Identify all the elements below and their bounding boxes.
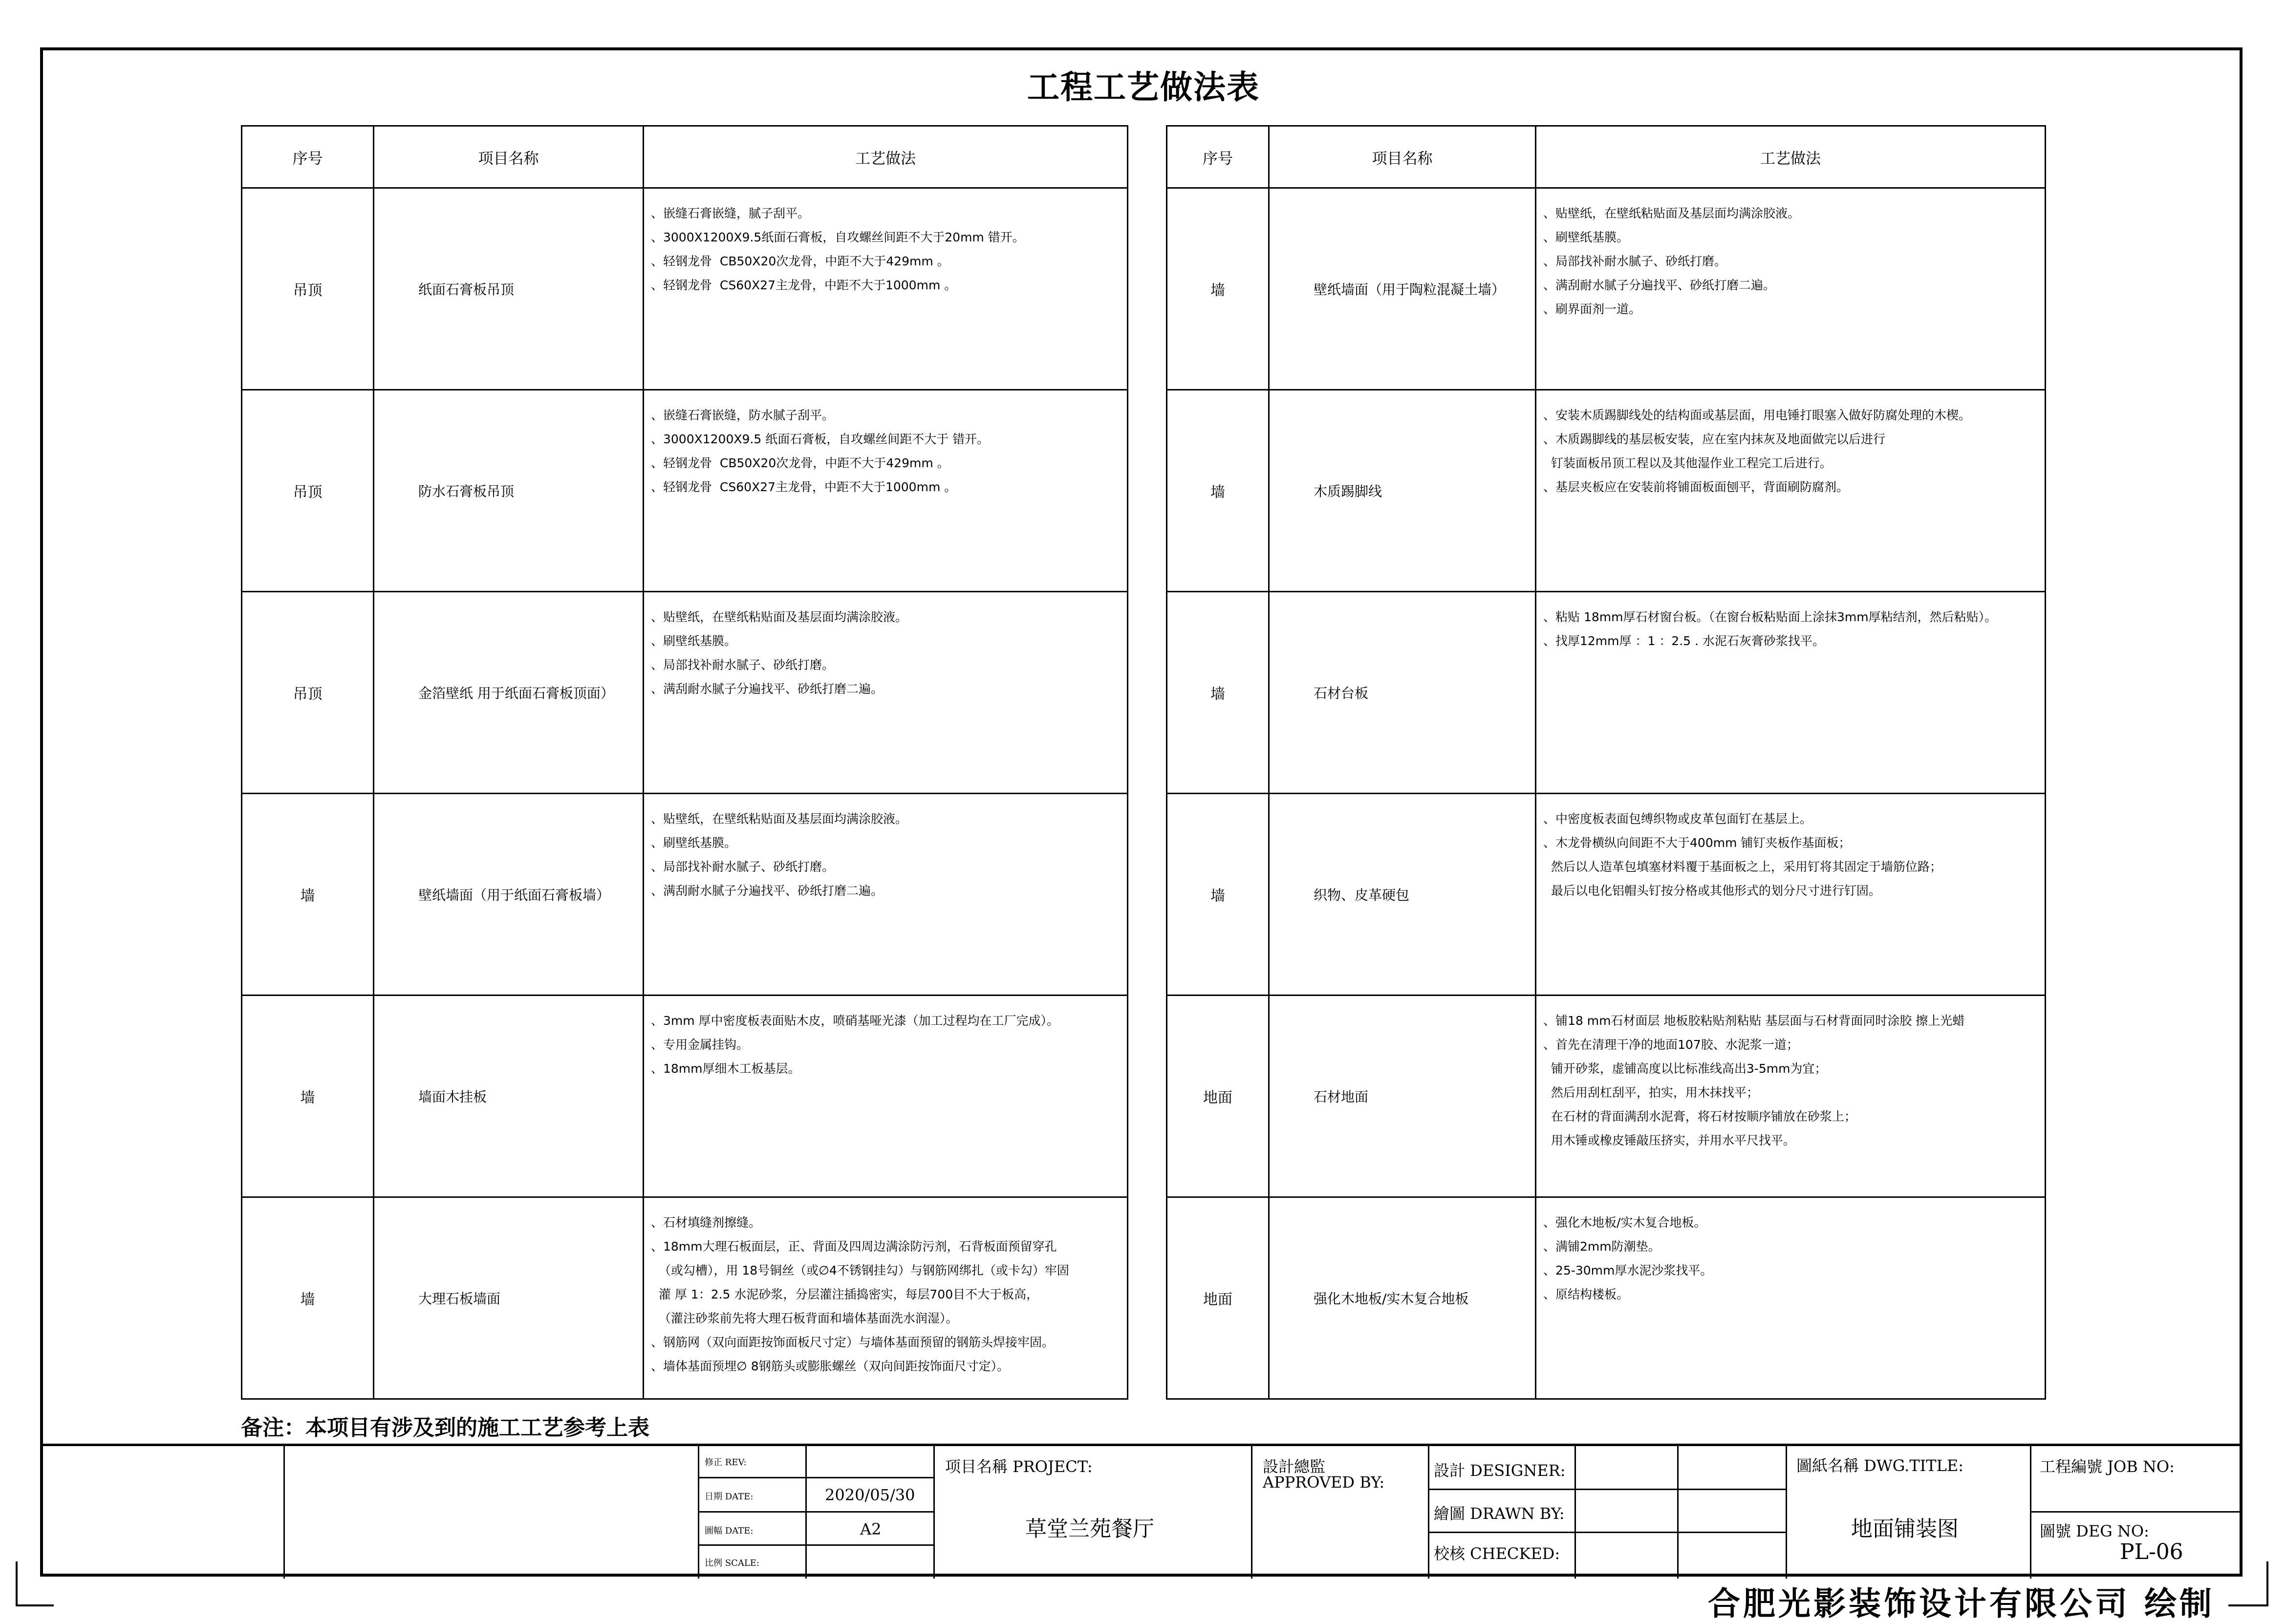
designer-label: 設計 DESIGNER: [1434, 1461, 1566, 1480]
process-step: 、轻钢龙骨 CB50X20次龙骨，中距不大于429mm 。 [651, 254, 949, 268]
process-step: 灌 厚 1：2.5 水泥砂浆，分层灌注插捣密实，每层700目不大于板高， [651, 1287, 1039, 1301]
corner-mark-right [2228, 1561, 2277, 1610]
process-step: 、贴壁纸，在壁纸粘贴面及基层面均满涂胶液。 [1543, 206, 1800, 220]
process-step: 、中密度板表面包缚织物或皮革包面钉在基层上。 [1543, 812, 1812, 826]
row-item-name: 织物、皮革硬包 [1269, 794, 1536, 996]
row-process [1536, 1197, 2046, 1399]
process-step: 、找厚12mm厚 ：1 ：2.5 . 水泥石灰膏砂浆找平。 [1543, 634, 1825, 648]
header-seq: 序号 [1167, 126, 1269, 188]
process-step: 然后以人造革包填塞材料覆于基面板之上，采用钉将其固定于墙筋位路； [1543, 860, 1942, 874]
row-category: 地面 [1167, 996, 1269, 1197]
process-step: 铺开砂浆，虚铺高度以比标准线高出3-5mm为宜； [1543, 1061, 1827, 1076]
process-step: 、贴壁纸，在壁纸粘贴面及基层面均满涂胶液。 [651, 812, 908, 826]
dwg-title: 地面铺装图 [1851, 1516, 1959, 1541]
process-table-left [241, 125, 1128, 1400]
row-process [644, 390, 1128, 592]
table-row [242, 390, 1128, 592]
process-step: 用木锤或橡皮锤敲压挤实，并用水平尺找平。 [1543, 1133, 1795, 1148]
dwg-title-label: 圖紙名稱 DWG.TITLE: [1796, 1456, 1964, 1475]
process-step: 、满刮耐水腻子分遍找平、砂纸打磨二遍。 [651, 682, 884, 696]
process-step: 、满刮耐水腻子分遍找平、砂纸打磨二遍。 [1543, 278, 1776, 292]
row-item-name: 石材台板 [1269, 592, 1536, 794]
row-item-name: 墙面木挂板 [374, 996, 644, 1197]
row-category: 地面 [1167, 1197, 1269, 1399]
row-item-name: 金箔壁纸 用于纸面石膏板顶面） [374, 592, 644, 794]
table-header-row [1167, 126, 2046, 188]
table-row [1167, 390, 2046, 592]
row-category: 墙 [242, 1197, 374, 1399]
corner-mark-left [15, 1561, 59, 1610]
row-category: 墙 [1167, 390, 1269, 592]
process-step: 、贴壁纸，在壁纸粘贴面及基层面均满涂胶液。 [651, 610, 908, 624]
header-name: 项目名称 [374, 126, 644, 188]
row-process [1536, 592, 2046, 794]
title-block [43, 1444, 2240, 1579]
process-step: 、25-30mm厚水泥沙浆找平。 [1543, 1263, 1713, 1278]
process-step: 、钢筋网（双向面距按饰面板尺寸定）与墙体基面预留的钢筋头焊接牢固。 [651, 1335, 1055, 1349]
header-seq: 序号 [242, 126, 374, 188]
table-row [242, 188, 1128, 390]
dwg-no: PL-06 [2120, 1539, 2183, 1564]
project-name: 草堂兰苑餐厅 [1025, 1516, 1154, 1541]
table-row [1167, 1197, 2046, 1399]
process-step: 钉装面板吊顶工程以及其他湿作业工程完工后进行。 [1543, 456, 1832, 470]
process-step: 、3000X1200X9.5纸面石膏板，自攻螺丝间距不大于20mm 错开。 [651, 230, 1025, 244]
checked-label: 校核 CHECKED: [1434, 1544, 1560, 1563]
process-step: 、木质踢脚线的基层板安装，应在室内抹灰及地面做完以后进行 [1543, 432, 1886, 446]
process-step: 、安装木质踢脚线处的结构面或基层面，用电锤打眼塞入做好防腐处理的木楔。 [1543, 408, 1971, 422]
row-process [644, 794, 1128, 996]
process-step: 、基层夹板应在安装前将铺面板面刨平，背面刷防腐剂。 [1543, 480, 1849, 494]
process-step: 、嵌缝石膏嵌缝，防水腻子刮平。 [651, 408, 835, 422]
approved-label-cn: 設計總監 [1263, 1457, 1326, 1476]
header-name: 项目名称 [1269, 126, 1536, 188]
row-process [1536, 996, 2046, 1197]
table-row [1167, 592, 2046, 794]
process-step: 、原结构楼板。 [1543, 1287, 1629, 1301]
table-row [1167, 794, 2046, 996]
process-step: 、嵌缝石膏嵌缝，腻子刮平。 [651, 206, 810, 220]
row-category: 墙 [1167, 794, 1269, 996]
row-item-name: 壁纸墙面（用于纸面石膏板墙） [374, 794, 644, 996]
process-step: 、满刮耐水腻子分遍找平、砂纸打磨二遍。 [651, 884, 884, 898]
process-step: 、专用金属挂钩。 [651, 1038, 749, 1052]
row-process [644, 592, 1128, 794]
row-category: 墙 [1167, 592, 1269, 794]
approved-label-en: APPROVED BY: [1263, 1473, 1385, 1492]
process-step: 、刷壁纸基膜。 [651, 836, 737, 850]
table-row [242, 996, 1128, 1197]
row-item-name: 防水石膏板吊顶 [374, 390, 644, 592]
row-item-name: 木质踢脚线 [1269, 390, 1536, 592]
sheet-title: 工程工艺做法表 [1027, 68, 1260, 106]
process-step: 、3mm 厚中密度板表面贴木皮，喷硝基哑光漆（加工过程均在工厂完成）。 [651, 1014, 1059, 1028]
size-value: A2 [860, 1520, 882, 1538]
row-process [1536, 794, 2046, 996]
process-table-right [1166, 125, 2046, 1400]
row-category: 墙 [242, 996, 374, 1197]
scale-label: 比例 SCALE: [705, 1558, 759, 1568]
row-item-name: 强化木地板/实木复合地板 [1269, 1197, 1536, 1399]
row-category: 吊顶 [242, 390, 374, 592]
process-step: 、刷界面剂一道。 [1543, 302, 1641, 316]
table-header-row [242, 126, 1128, 188]
row-category: 墙 [1167, 188, 1269, 390]
row-category: 吊顶 [242, 592, 374, 794]
table-row [242, 794, 1128, 996]
table-row [1167, 188, 2046, 390]
process-step: 、18mm厚细木工板基层。 [651, 1061, 800, 1076]
process-step: 、满铺2mm防潮垫。 [1543, 1239, 1661, 1254]
process-step: 最后以电化铝帽头钉按分格或其他形式的划分尺寸进行钉固。 [1543, 884, 1881, 898]
process-step: 然后用刮杠刮平，拍实，用木抹找平； [1543, 1085, 1759, 1100]
header-proc: 工艺做法 [1536, 126, 2046, 188]
process-step: 、首先在清理干净的地面107胶、水泥浆一道； [1543, 1038, 1799, 1052]
drawn-label: 繪圖 DRAWN BY: [1434, 1504, 1565, 1523]
process-step: 、局部找补耐水腻子、砂纸打磨。 [1543, 254, 1727, 268]
row-item-name: 壁纸墙面（用于陶粒混凝土墙） [1269, 188, 1536, 390]
process-step: 、强化木地板/实木复合地板。 [1543, 1215, 1706, 1230]
process-step: 、石材填缝剂擦缝。 [651, 1215, 761, 1230]
remark-note: 备注：本项目有涉及到的施工工艺参考上表 [241, 1415, 649, 1440]
process-step: 、粘贴 18mm厚石材窗台板。（在窗台板粘贴面上涂抹3mm厚粘结剂，然后粘贴）。 [1543, 610, 1997, 624]
row-item-name: 石材地面 [1269, 996, 1536, 1197]
row-process [644, 188, 1128, 390]
process-step: 、木龙骨横纵向间距不大于400mm 铺钉夹板作基面板； [1543, 836, 1851, 850]
process-step: 、轻钢龙骨 CS60X27主龙骨，中距不大于1000mm 。 [651, 278, 957, 292]
table-row [242, 1197, 1128, 1399]
job-no-label: 工程編號 JOB NO: [2040, 1457, 2175, 1476]
process-step: 、轻钢龙骨 CS60X27主龙骨，中距不大于1000mm 。 [651, 480, 957, 494]
process-step: 、墙体基面预埋∅ 8钢筋头或膨胀螺丝（双向间距按饰面尺寸定）。 [651, 1359, 1010, 1373]
header-proc: 工艺做法 [644, 126, 1128, 188]
rev-label: 修正 REV: [705, 1457, 747, 1468]
row-item-name: 纸面石膏板吊顶 [374, 188, 644, 390]
row-process [1536, 390, 2046, 592]
date-value: 2020/05/30 [825, 1486, 915, 1504]
process-step: （或勾槽），用 18号铜丝（或∅4不锈钢挂勾）与钢筋网绑扎（或卡勾）牢固 [651, 1263, 1069, 1278]
row-process [644, 1197, 1128, 1399]
row-item-name: 大理石板墙面 [374, 1197, 644, 1399]
table-row [242, 592, 1128, 794]
table-row [1167, 996, 2046, 1197]
process-step: 在石材的背面满刮水泥膏，将石材按顺序铺放在砂浆上； [1543, 1109, 1856, 1124]
process-step: （灌注砂浆前先将大理石板背面和墙体基面洗水润湿）。 [651, 1311, 958, 1325]
company-signature: 合肥光影装饰设计有限公司 绘制 [1708, 1584, 2215, 1623]
project-label: 项目名稱 PROJECT: [945, 1457, 1093, 1476]
process-step: 、铺18 mm石材面层 地板胶粘贴剂粘贴 基层面与石材背面同时涂胶 擦上光蜡 [1543, 1014, 1965, 1028]
process-step: 、局部找补耐水腻子、砂纸打磨。 [651, 658, 835, 672]
process-step: 、刷壁纸基膜。 [651, 634, 737, 648]
dwg-no-label: 圖號 DEG NO: [2040, 1522, 2149, 1540]
process-step: 、18mm大理石板面层，正、背面及四周边满涂防污剂，石背板面预留穿孔 [651, 1239, 1057, 1254]
size-label: 圖幅 DATE: [705, 1526, 754, 1536]
process-step: 、轻钢龙骨 CB50X20次龙骨，中距不大于429mm 。 [651, 456, 949, 470]
row-category: 吊顶 [242, 188, 374, 390]
row-process [1536, 188, 2046, 390]
row-category: 墙 [242, 794, 374, 996]
process-step: 、局部找补耐水腻子、砂纸打磨。 [651, 860, 835, 874]
date-label: 日期 DATE: [705, 1492, 754, 1502]
process-step: 、3000X1200X9.5 纸面石膏板，自攻螺丝间距不大于 错开。 [651, 432, 990, 446]
row-process [644, 996, 1128, 1197]
process-step: 、刷壁纸基膜。 [1543, 230, 1629, 244]
